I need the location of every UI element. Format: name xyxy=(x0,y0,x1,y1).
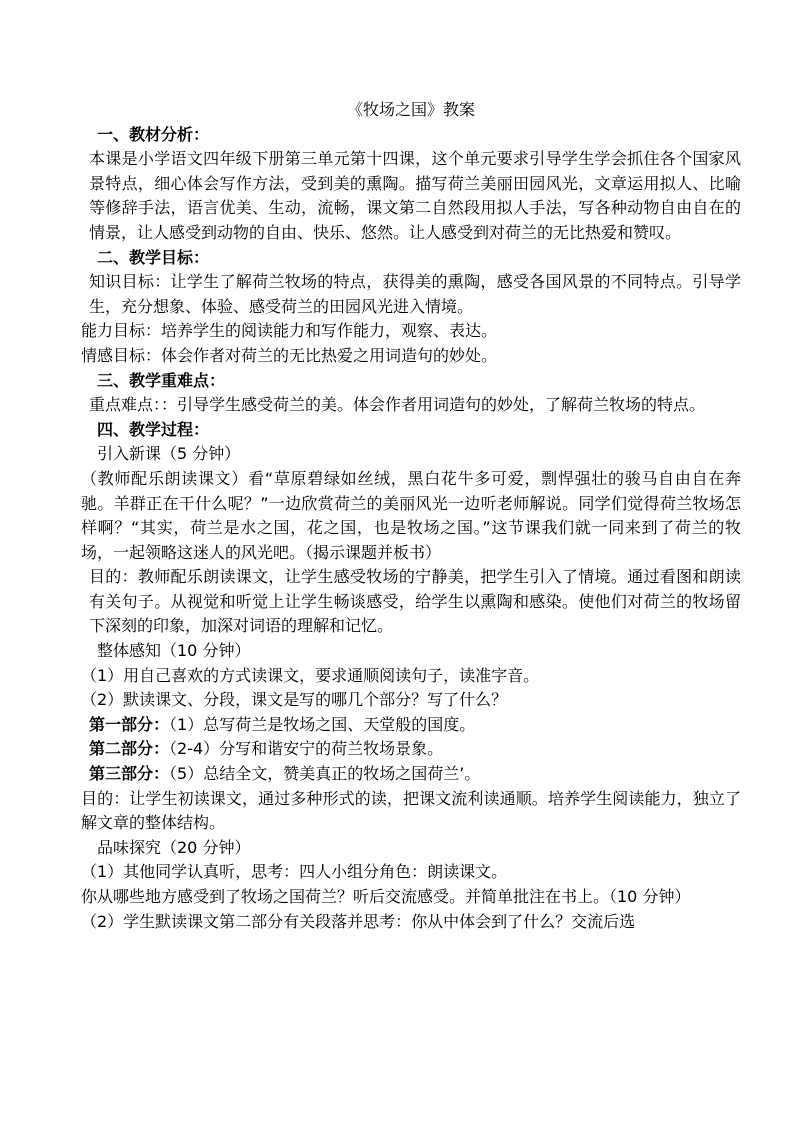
part-three-line xyxy=(81,762,741,787)
part-two-line xyxy=(81,737,741,762)
section-heading-analysis: 一、教材分析： xyxy=(97,124,210,144)
step-explore-heading: 品味探究（20 分钟） xyxy=(97,837,251,857)
explore-task-2: （2）学生默读课文第二部分有关段落并思考：你从中体会到了什么？交流后选 xyxy=(81,911,636,931)
step-intro-paragraph: （教师配乐朗读课文）看“草原碧绿如丝绒，黑白花牛多可爱，剽悍强壮的骏马自由自在奔驰。羊群正在干什么呢？”一边欣赏荷兰的美丽风光一边听老师解说。同学们觉得荷兰牧场怎样啊？“其实，荷兰是水之国，花之国，也是牧场之国。”这节课我们就一同来到了荷兰的牧场，一起领略这迷人的风光吧。（揭示课题并板书） xyxy=(81,468,741,562)
part-one-text: （1）总写荷兰是牧场之国、天堂般的国度。 xyxy=(169,714,476,734)
part-two-text: （2-4）分写和谐安宁的荷兰牧场景象。 xyxy=(169,739,444,759)
goal-knowledge: 知识目标：让学生了解荷兰牧场的特点，获得美的熏陶，感受各国风景的不同特点。引导学生，充分想象、体验、感受荷兰的田园风光进入情境。 xyxy=(89,272,741,316)
explore-question: 你从哪些地方感受到了牧场之国荷兰？听后交流感受。并简单批注在书上。（10 分钟） xyxy=(81,887,691,906)
goal-ability: 能力目标：培养学生的阅读能力和写作能力，观察、表达。 xyxy=(81,321,498,341)
step-overview-heading: 整体感知（10 分钟） xyxy=(97,641,251,661)
step-intro-purpose: 目的：教师配乐朗读课文，让学生感受牧场的宁静美，把学生引入了情境。通过看图和朗读有关句子。从视觉和听觉上让学生畅谈感受，给学生以熏陶和感染。使他们对荷兰的牧场留下深刻的印象，加深对词语的理解和记忆。 xyxy=(89,567,741,636)
step-intro-heading: 引入新课（5 分钟） xyxy=(97,444,241,464)
analysis-paragraph: 本课是小学语文四年级下册第三单元第十四课，这个单元要求引导学生学会抓住各个国家风景特点，细心体会写作方法，受到美的熏陶。描写荷兰美丽田园风光，文章运用拟人、比喻等修辞手法，语言优美、生动，流畅，课文第二自然段用拟人手法，写各种动物自由自在的情景，让人感受到动物的自由、快乐、悠然。让人感受到对荷兰的无比热爱和赞叹。 xyxy=(89,149,741,242)
overview-task-2: （2）默读课文、分段，课文是写的哪几个部分？写了什么？ xyxy=(81,690,508,710)
part-one-line xyxy=(81,713,741,738)
section-heading-key-points: 三、教学重难点： xyxy=(97,370,226,390)
goal-emotion: 情感目标：体会作者对荷兰的无比热爱之用词造句的妙处。 xyxy=(81,345,498,365)
page-title: 《牧场之国》教案 xyxy=(346,100,475,119)
overview-task-1: （1）用自己喜欢的方式读课文，要求通顺阅读句子，读准字音。 xyxy=(81,665,540,685)
key-points-paragraph: 重点难点：：引导学生感受荷兰的美。体会作者用词造句的妙处，了解荷兰牧场的特点。 xyxy=(89,395,706,415)
part-two-label: 第二部分： xyxy=(89,739,170,759)
section-heading-goals: 二、教学目标： xyxy=(97,247,210,267)
part-one-label: 第一部分： xyxy=(89,714,170,734)
explore-task-1: （1）其他同学认真听，思考：四人小组分角色：朗读课文。 xyxy=(81,862,508,882)
overview-purpose: 目的：让学生初读课文，通过多种形式的读，把课文流利读通顺。培养学生阅读能力，独立了解文章的整体结构。 xyxy=(81,788,741,833)
part-three-text: （5）总结全文，赞美真正的牧场之国荷兰’。 xyxy=(169,764,481,784)
section-heading-process: 四、教学过程： xyxy=(97,419,210,439)
lesson-plan-page xyxy=(81,98,741,934)
part-three-label: 第三部分： xyxy=(89,764,170,784)
